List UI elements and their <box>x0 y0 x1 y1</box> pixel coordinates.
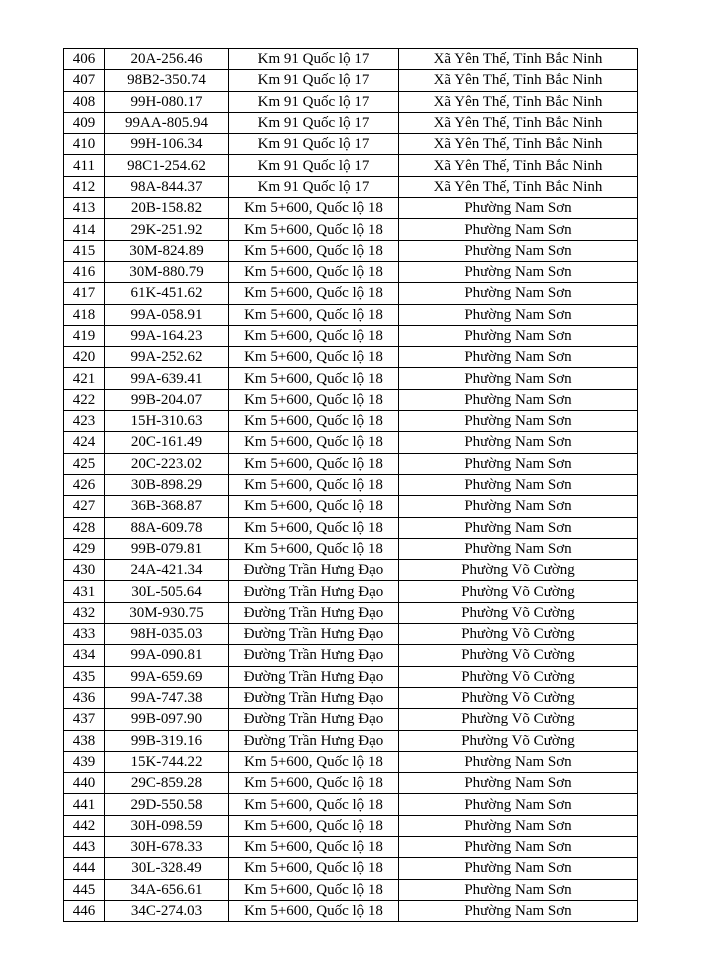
row-number-cell: 433 <box>64 624 105 645</box>
row-number-cell: 427 <box>64 496 105 517</box>
license-plate-cell: 29D-550.58 <box>105 794 229 815</box>
ward-cell: Phường Nam Sơn <box>399 240 638 261</box>
location-cell: Km 5+600, Quốc lộ 18 <box>229 879 399 900</box>
location-cell: Đường Trần Hưng Đạo <box>229 666 399 687</box>
table-row <box>64 858 638 879</box>
table-row <box>64 240 638 261</box>
table-row <box>64 411 638 432</box>
location-cell: Km 5+600, Quốc lộ 18 <box>229 858 399 879</box>
table-row <box>64 176 638 197</box>
table-row <box>64 155 638 176</box>
license-plate-cell: 34C-274.03 <box>105 900 229 921</box>
ward-cell: Phường Nam Sơn <box>399 751 638 772</box>
location-cell: Km 91 Quốc lộ 17 <box>229 112 399 133</box>
location-cell: Km 5+600, Quốc lộ 18 <box>229 815 399 836</box>
license-plate-cell: 30M-930.75 <box>105 602 229 623</box>
location-cell: Km 91 Quốc lộ 17 <box>229 134 399 155</box>
license-plate-cell: 24A-421.34 <box>105 560 229 581</box>
location-cell: Đường Trần Hưng Đạo <box>229 602 399 623</box>
ward-cell: Xã Yên Thế, Tỉnh Bắc Ninh <box>399 134 638 155</box>
table-row <box>64 751 638 772</box>
ward-cell: Phường Nam Sơn <box>399 858 638 879</box>
license-plate-cell: 61K-451.62 <box>105 283 229 304</box>
row-number-cell: 444 <box>64 858 105 879</box>
ward-cell: Phường Nam Sơn <box>399 198 638 219</box>
row-number-cell: 438 <box>64 730 105 751</box>
license-plate-cell: 30H-098.59 <box>105 815 229 836</box>
table-body <box>64 49 638 922</box>
ward-cell: Phường Nam Sơn <box>399 219 638 240</box>
ward-cell: Phường Nam Sơn <box>399 283 638 304</box>
row-number-cell: 419 <box>64 325 105 346</box>
ward-cell: Phường Nam Sơn <box>399 347 638 368</box>
table-row <box>64 325 638 346</box>
table-row <box>64 560 638 581</box>
ward-cell: Phường Võ Cường <box>399 560 638 581</box>
location-cell: Km 5+600, Quốc lộ 18 <box>229 261 399 282</box>
table-row <box>64 453 638 474</box>
ward-cell: Phường Võ Cường <box>399 687 638 708</box>
license-plate-cell: 20C-223.02 <box>105 453 229 474</box>
license-plate-cell: 36B-368.87 <box>105 496 229 517</box>
location-cell: Đường Trần Hưng Đạo <box>229 645 399 666</box>
table-row <box>64 389 638 410</box>
ward-cell: Phường Nam Sơn <box>399 773 638 794</box>
row-number-cell: 445 <box>64 879 105 900</box>
location-cell: Km 5+600, Quốc lộ 18 <box>229 432 399 453</box>
location-cell: Đường Trần Hưng Đạo <box>229 624 399 645</box>
table-row <box>64 794 638 815</box>
license-plate-cell: 99AA-805.94 <box>105 112 229 133</box>
table-row <box>64 474 638 495</box>
table-row <box>64 730 638 751</box>
location-cell: Km 5+600, Quốc lộ 18 <box>229 389 399 410</box>
license-plate-cell: 15H-310.63 <box>105 411 229 432</box>
violations-table <box>63 48 638 922</box>
table-row <box>64 261 638 282</box>
location-cell: Km 5+600, Quốc lộ 18 <box>229 474 399 495</box>
ward-cell: Xã Yên Thế, Tỉnh Bắc Ninh <box>399 112 638 133</box>
table-row <box>64 879 638 900</box>
row-number-cell: 409 <box>64 112 105 133</box>
table-row <box>64 219 638 240</box>
row-number-cell: 426 <box>64 474 105 495</box>
location-cell: Km 5+600, Quốc lộ 18 <box>229 347 399 368</box>
table-row <box>64 773 638 794</box>
license-plate-cell: 99H-106.34 <box>105 134 229 155</box>
table-row <box>64 900 638 921</box>
license-plate-cell: 99A-058.91 <box>105 304 229 325</box>
license-plate-cell: 99B-319.16 <box>105 730 229 751</box>
row-number-cell: 408 <box>64 91 105 112</box>
table-row <box>64 304 638 325</box>
row-number-cell: 421 <box>64 368 105 389</box>
license-plate-cell: 30H-678.33 <box>105 836 229 857</box>
license-plate-cell: 98B2-350.74 <box>105 70 229 91</box>
ward-cell: Phường Võ Cường <box>399 666 638 687</box>
ward-cell: Xã Yên Thế, Tỉnh Bắc Ninh <box>399 70 638 91</box>
location-cell: Km 5+600, Quốc lộ 18 <box>229 538 399 559</box>
location-cell: Km 5+600, Quốc lộ 18 <box>229 304 399 325</box>
row-number-cell: 429 <box>64 538 105 559</box>
license-plate-cell: 99A-252.62 <box>105 347 229 368</box>
row-number-cell: 413 <box>64 198 105 219</box>
license-plate-cell: 20A-256.46 <box>105 49 229 70</box>
row-number-cell: 446 <box>64 900 105 921</box>
location-cell: Km 5+600, Quốc lộ 18 <box>229 219 399 240</box>
row-number-cell: 437 <box>64 709 105 730</box>
license-plate-cell: 88A-609.78 <box>105 517 229 538</box>
ward-cell: Phường Nam Sơn <box>399 538 638 559</box>
row-number-cell: 441 <box>64 794 105 815</box>
row-number-cell: 414 <box>64 219 105 240</box>
table-row <box>64 666 638 687</box>
location-cell: Km 91 Quốc lộ 17 <box>229 91 399 112</box>
row-number-cell: 434 <box>64 645 105 666</box>
location-cell: Km 5+600, Quốc lộ 18 <box>229 368 399 389</box>
row-number-cell: 424 <box>64 432 105 453</box>
table-row <box>64 347 638 368</box>
location-cell: Km 91 Quốc lộ 17 <box>229 49 399 70</box>
table-row <box>64 91 638 112</box>
location-cell: Km 5+600, Quốc lộ 18 <box>229 240 399 261</box>
row-number-cell: 422 <box>64 389 105 410</box>
location-cell: Km 5+600, Quốc lộ 18 <box>229 453 399 474</box>
ward-cell: Phường Nam Sơn <box>399 794 638 815</box>
ward-cell: Phường Nam Sơn <box>399 879 638 900</box>
license-plate-cell: 30L-505.64 <box>105 581 229 602</box>
row-number-cell: 428 <box>64 517 105 538</box>
license-plate-cell: 98C1-254.62 <box>105 155 229 176</box>
ward-cell: Phường Nam Sơn <box>399 411 638 432</box>
license-plate-cell: 99A-164.23 <box>105 325 229 346</box>
table-row <box>64 538 638 559</box>
location-cell: Đường Trần Hưng Đạo <box>229 560 399 581</box>
ward-cell: Phường Nam Sơn <box>399 900 638 921</box>
location-cell: Đường Trần Hưng Đạo <box>229 581 399 602</box>
row-number-cell: 415 <box>64 240 105 261</box>
row-number-cell: 443 <box>64 836 105 857</box>
row-number-cell: 436 <box>64 687 105 708</box>
license-plate-cell: 99A-090.81 <box>105 645 229 666</box>
table-row <box>64 836 638 857</box>
location-cell: Đường Trần Hưng Đạo <box>229 687 399 708</box>
table-row <box>64 198 638 219</box>
ward-cell: Phường Nam Sơn <box>399 304 638 325</box>
license-plate-cell: 29K-251.92 <box>105 219 229 240</box>
location-cell: Km 5+600, Quốc lộ 18 <box>229 325 399 346</box>
table-row <box>64 432 638 453</box>
ward-cell: Phường Nam Sơn <box>399 261 638 282</box>
ward-cell: Phường Nam Sơn <box>399 389 638 410</box>
row-number-cell: 442 <box>64 815 105 836</box>
location-cell: Km 5+600, Quốc lộ 18 <box>229 411 399 432</box>
table-row <box>64 709 638 730</box>
table-row <box>64 687 638 708</box>
row-number-cell: 417 <box>64 283 105 304</box>
row-number-cell: 435 <box>64 666 105 687</box>
ward-cell: Xã Yên Thế, Tỉnh Bắc Ninh <box>399 176 638 197</box>
license-plate-cell: 20B-158.82 <box>105 198 229 219</box>
license-plate-cell: 98A-844.37 <box>105 176 229 197</box>
table-row <box>64 283 638 304</box>
location-cell: Km 5+600, Quốc lộ 18 <box>229 198 399 219</box>
license-plate-cell: 99B-204.07 <box>105 389 229 410</box>
row-number-cell: 432 <box>64 602 105 623</box>
license-plate-cell: 99A-659.69 <box>105 666 229 687</box>
row-number-cell: 410 <box>64 134 105 155</box>
table-row <box>64 70 638 91</box>
ward-cell: Phường Võ Cường <box>399 602 638 623</box>
license-plate-cell: 30M-824.89 <box>105 240 229 261</box>
table-row <box>64 496 638 517</box>
license-plate-cell: 15K-744.22 <box>105 751 229 772</box>
ward-cell: Phường Võ Cường <box>399 581 638 602</box>
table-row <box>64 645 638 666</box>
location-cell: Km 5+600, Quốc lộ 18 <box>229 283 399 304</box>
row-number-cell: 406 <box>64 49 105 70</box>
license-plate-cell: 29C-859.28 <box>105 773 229 794</box>
ward-cell: Phường Nam Sơn <box>399 496 638 517</box>
ward-cell: Phường Nam Sơn <box>399 815 638 836</box>
ward-cell: Phường Nam Sơn <box>399 517 638 538</box>
table-row <box>64 134 638 155</box>
row-number-cell: 423 <box>64 411 105 432</box>
location-cell: Đường Trần Hưng Đạo <box>229 730 399 751</box>
license-plate-cell: 30B-898.29 <box>105 474 229 495</box>
row-number-cell: 412 <box>64 176 105 197</box>
row-number-cell: 420 <box>64 347 105 368</box>
license-plate-cell: 99B-097.90 <box>105 709 229 730</box>
ward-cell: Phường Nam Sơn <box>399 325 638 346</box>
ward-cell: Phường Nam Sơn <box>399 474 638 495</box>
row-number-cell: 440 <box>64 773 105 794</box>
license-plate-cell: 99H-080.17 <box>105 91 229 112</box>
location-cell: Km 5+600, Quốc lộ 18 <box>229 517 399 538</box>
location-cell: Km 5+600, Quốc lộ 18 <box>229 900 399 921</box>
table-row <box>64 368 638 389</box>
ward-cell: Phường Nam Sơn <box>399 453 638 474</box>
row-number-cell: 425 <box>64 453 105 474</box>
ward-cell: Phường Võ Cường <box>399 645 638 666</box>
ward-cell: Phường Nam Sơn <box>399 368 638 389</box>
ward-cell: Xã Yên Thế, Tỉnh Bắc Ninh <box>399 91 638 112</box>
table-row <box>64 602 638 623</box>
row-number-cell: 416 <box>64 261 105 282</box>
ward-cell: Xã Yên Thế, Tỉnh Bắc Ninh <box>399 49 638 70</box>
row-number-cell: 407 <box>64 70 105 91</box>
row-number-cell: 431 <box>64 581 105 602</box>
license-plate-cell: 20C-161.49 <box>105 432 229 453</box>
license-plate-cell: 98H-035.03 <box>105 624 229 645</box>
table-row <box>64 624 638 645</box>
location-cell: Km 91 Quốc lộ 17 <box>229 70 399 91</box>
ward-cell: Phường Võ Cường <box>399 730 638 751</box>
table-row <box>64 517 638 538</box>
license-plate-cell: 30M-880.79 <box>105 261 229 282</box>
table-row <box>64 581 638 602</box>
license-plate-cell: 34A-656.61 <box>105 879 229 900</box>
license-plate-cell: 99B-079.81 <box>105 538 229 559</box>
table-row <box>64 112 638 133</box>
license-plate-cell: 99A-639.41 <box>105 368 229 389</box>
location-cell: Km 5+600, Quốc lộ 18 <box>229 496 399 517</box>
location-cell: Km 5+600, Quốc lộ 18 <box>229 794 399 815</box>
location-cell: Km 91 Quốc lộ 17 <box>229 155 399 176</box>
location-cell: Km 5+600, Quốc lộ 18 <box>229 773 399 794</box>
table-row <box>64 49 638 70</box>
ward-cell: Phường Nam Sơn <box>399 836 638 857</box>
row-number-cell: 418 <box>64 304 105 325</box>
row-number-cell: 439 <box>64 751 105 772</box>
table-row <box>64 815 638 836</box>
location-cell: Km 5+600, Quốc lộ 18 <box>229 751 399 772</box>
license-plate-cell: 30L-328.49 <box>105 858 229 879</box>
location-cell: Km 5+600, Quốc lộ 18 <box>229 836 399 857</box>
license-plate-cell: 99A-747.38 <box>105 687 229 708</box>
row-number-cell: 411 <box>64 155 105 176</box>
location-cell: Km 91 Quốc lộ 17 <box>229 176 399 197</box>
ward-cell: Xã Yên Thế, Tỉnh Bắc Ninh <box>399 155 638 176</box>
ward-cell: Phường Võ Cường <box>399 709 638 730</box>
ward-cell: Phường Nam Sơn <box>399 432 638 453</box>
row-number-cell: 430 <box>64 560 105 581</box>
location-cell: Đường Trần Hưng Đạo <box>229 709 399 730</box>
ward-cell: Phường Võ Cường <box>399 624 638 645</box>
